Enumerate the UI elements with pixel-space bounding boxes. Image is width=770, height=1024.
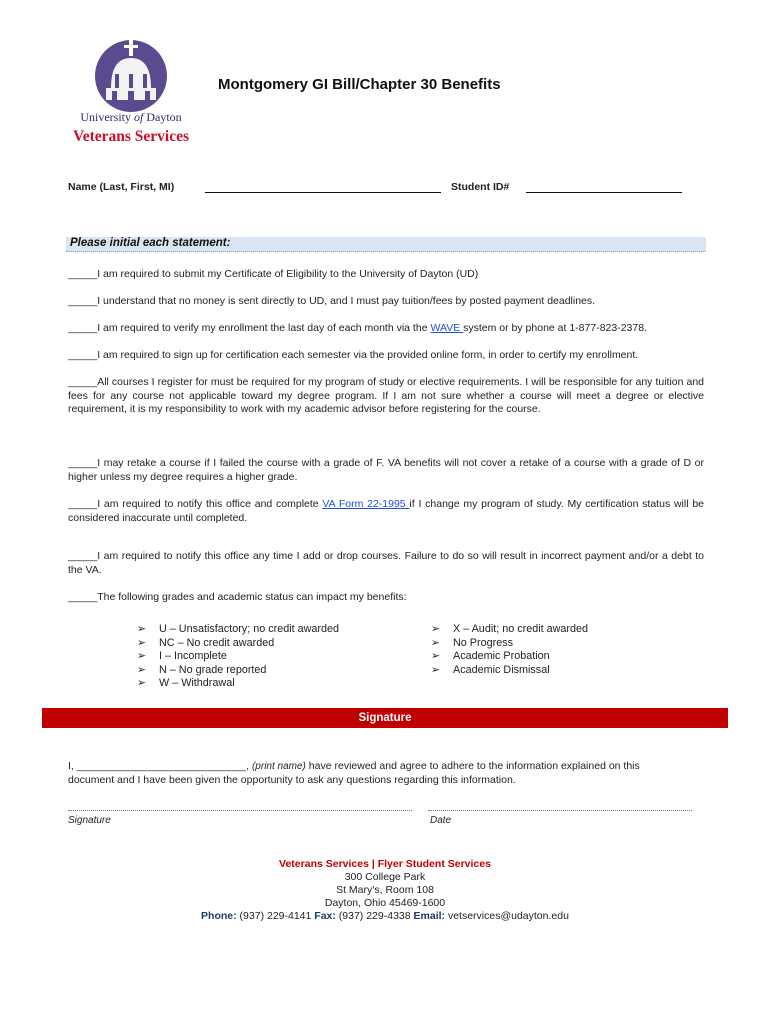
footer-org: Veterans Services | Flyer Student Services xyxy=(279,858,491,870)
initial-blank[interactable]: _____ xyxy=(68,322,98,334)
list-item: ➢ X – Audit; no credit awarded xyxy=(431,623,589,635)
statement-7: _____I am required to notify this office and complete VA Form 22-1995 if I change my program of study. My certification status will be considered inaccurate until completed. xyxy=(68,498,704,524)
arrow-bullet-icon: ➢ xyxy=(137,636,147,649)
va-form-link[interactable]: VA Form 22-1995 xyxy=(322,498,410,510)
date-field[interactable] xyxy=(428,810,692,811)
statement-5: _____All courses I register for must be required for my program of study or elective requirements. I will be responsible for any tuition and fees for any course not applicable toward my degree program. If I am not sure whether a course will meet a degree or elective requirement, it is my responsibility to work with my academic advisor before registering for the course. xyxy=(68,376,704,415)
arrow-bullet-icon: ➢ xyxy=(431,623,441,635)
arrow-bullet-icon: ➢ xyxy=(137,650,147,662)
footer-email-link[interactable]: vetservices@udayton.edu xyxy=(445,910,569,922)
list-item: ➢ U – Unsatisfactory; no credit awarded xyxy=(137,623,340,635)
statement-6: _____I may retake a course if I failed the course with a grade of F. VA benefits will not cover a retake of a course with a grade of D or higher unless my degree requires a higher grade. xyxy=(68,457,704,483)
wave-link[interactable]: WAVE xyxy=(430,322,464,334)
arrow-bullet-icon: ➢ xyxy=(431,663,441,676)
arrow-bullet-icon: ➢ xyxy=(137,677,147,689)
initial-blank[interactable]: _____ xyxy=(68,376,98,388)
page-title: Montgomery GI Bill/Chapter 30 Benefits xyxy=(218,76,501,93)
grades-list-left xyxy=(137,623,397,691)
footer-address-2: St Mary’s, Room 108 xyxy=(336,884,434,896)
student-id-field[interactable] xyxy=(526,192,682,193)
initial-blank[interactable]: _____ xyxy=(68,268,98,280)
name-label: Name (Last, First, MI) xyxy=(68,181,175,193)
signature-section-header: Signature xyxy=(42,708,728,728)
department-wordmark: Veterans Services xyxy=(72,128,190,145)
list-item: ➢ NC – No credit awarded xyxy=(137,636,275,649)
grades-list-right xyxy=(431,623,691,677)
signature-label: Signature xyxy=(68,815,111,826)
list-item: ➢ Academic Dismissal xyxy=(431,663,550,676)
list-item: ➢ Academic Probation xyxy=(431,650,550,662)
print-name-field[interactable]: _____________________________ xyxy=(76,760,247,772)
initial-blank[interactable]: _____ xyxy=(68,550,98,562)
list-item: ➢ I – Incomplete xyxy=(137,650,227,662)
statement-9: _____The following grades and academic status can impact my benefits: xyxy=(68,591,407,603)
initial-blank[interactable]: _____ xyxy=(68,498,98,510)
footer-contact: Phone: (937) 229-4141 Fax: (937) 229-4338 Email: vetservices@udayton.edu xyxy=(201,910,569,922)
list-item: ➢ W – Withdrawal xyxy=(137,677,235,689)
arrow-bullet-icon: ➢ xyxy=(137,623,147,635)
initial-blank[interactable]: _____ xyxy=(68,295,98,307)
statement-4: _____I am required to sign up for certification each semester via the provided online form, in order to certify my enrollment. xyxy=(68,349,639,361)
list-item: ➢ No Progress xyxy=(431,636,514,649)
arrow-bullet-icon: ➢ xyxy=(137,663,147,676)
signature-field[interactable] xyxy=(68,810,412,811)
initial-statements-header: Please initial each statement: xyxy=(66,237,706,252)
list-item: ➢ N – No grade reported xyxy=(137,663,267,676)
name-field[interactable] xyxy=(205,192,441,193)
statement-1: _____I am required to submit my Certificate of Eligibility to the University of Dayton (UD) xyxy=(68,268,479,280)
acknowledgement-text: I, _____________________________, (print name) have reviewed and agree to adhere to the information explained on this document and I have been given the opportunity to ask any questions regarding this information. xyxy=(68,760,640,786)
arrow-bullet-icon: ➢ xyxy=(431,650,441,662)
arrow-bullet-icon: ➢ xyxy=(431,636,441,649)
statement-3: _____I am required to verify my enrollment the last day of each month via the WAVE system or by phone at 1-877-823-2378. xyxy=(68,322,647,334)
initial-blank[interactable]: _____ xyxy=(68,349,98,361)
statement-8: _____I am required to notify this office any time I add or drop courses. Failure to do so will result in incorrect payment and/or a debt to the VA. xyxy=(68,550,704,576)
date-label: Date xyxy=(430,815,452,826)
university-wordmark: University of Dayton xyxy=(80,110,182,124)
initial-blank[interactable]: _____ xyxy=(68,457,98,469)
student-id-label: Student ID# xyxy=(451,181,510,193)
footer-address-1: 300 College Park xyxy=(344,871,426,883)
initial-blank[interactable]: _____ xyxy=(68,591,98,603)
statement-2: _____I understand that no money is sent directly to UD, and I must pay tuition/fees by posted payment deadlines. xyxy=(68,295,596,307)
footer-address-3: Dayton, Ohio 45469-1600 xyxy=(324,897,446,909)
footer xyxy=(0,858,770,923)
